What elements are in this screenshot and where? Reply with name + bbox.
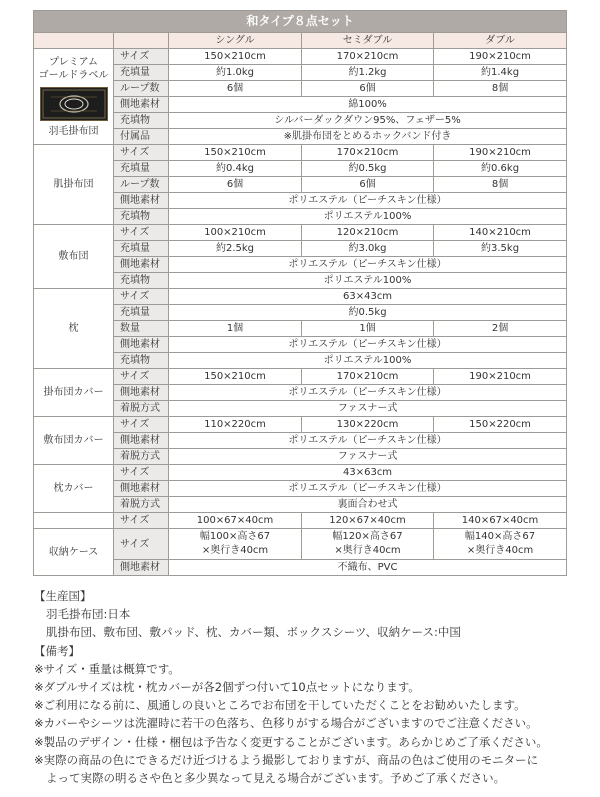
table-row xyxy=(34,161,567,177)
storage-size-line: 幅120×高さ67 xyxy=(332,531,403,542)
attr-label: 充填物 xyxy=(114,113,169,129)
remarks-heading: 【備考】 xyxy=(34,643,80,658)
cell-value: 綿100% xyxy=(169,97,567,113)
spec-table xyxy=(33,10,567,576)
cell-value: 190×210cm xyxy=(434,369,567,385)
attr-label: 側地素材 xyxy=(114,97,169,113)
cell-value: ポリエステル（ピーチスキン仕様） xyxy=(169,481,567,497)
attr-label: サイズ xyxy=(114,225,169,241)
cell-value: ポリエステル（ピーチスキン仕様） xyxy=(169,433,567,449)
category-blank xyxy=(34,513,114,529)
cell-value xyxy=(169,529,302,560)
category-storage-case: 収納ケース xyxy=(34,529,114,576)
category-mattress: 敷布団 xyxy=(34,225,114,289)
table-row xyxy=(34,145,567,161)
cell-value: ポリエステル（ピーチスキン仕様） xyxy=(169,257,567,273)
cell-value: 約2.5kg xyxy=(169,241,302,257)
remark-line: ※ダブルサイズは枕・枕カバーが各2個ずつ付いて10点セットになります。 xyxy=(34,680,420,695)
cell-value: 6個 xyxy=(302,81,434,97)
attr-label: ループ数 xyxy=(114,177,169,193)
table-row xyxy=(34,449,567,465)
attr-label: サイズ xyxy=(114,465,169,481)
attr-label: 着脱方式 xyxy=(114,401,169,417)
cell-value: 不織布、PVC xyxy=(169,560,567,576)
attr-label: 充填物 xyxy=(114,273,169,289)
table-row xyxy=(34,289,567,305)
category-label: ゴールドラベル xyxy=(38,69,109,81)
attr-label: 着脱方式 xyxy=(114,497,169,513)
cell-value: 130×220cm xyxy=(302,417,434,433)
cell-value: 約0.4kg xyxy=(169,161,302,177)
table-row xyxy=(34,97,567,113)
remark-line: ※サイズ・重量は概算です。 xyxy=(34,661,180,676)
table-row xyxy=(34,65,567,81)
table-row xyxy=(34,257,567,273)
table-row xyxy=(34,560,567,576)
cell-value: 2個 xyxy=(434,321,567,337)
table-row xyxy=(34,529,567,560)
cell-value: 約1.4kg xyxy=(434,65,567,81)
storage-size-line: ×奥行き40cm xyxy=(334,545,401,556)
attr-label: サイズ xyxy=(114,369,169,385)
attr-label: 側地素材 xyxy=(114,337,169,353)
cell-value: 8個 xyxy=(434,81,567,97)
cell-value xyxy=(434,529,567,560)
header-double: ダブル xyxy=(434,33,567,49)
storage-size-line: ×奥行き40cm xyxy=(466,545,534,556)
table-row xyxy=(34,321,567,337)
table-row xyxy=(34,113,567,129)
table-row xyxy=(34,513,567,529)
table-title-row xyxy=(34,11,567,33)
remark-line: ※製品のデザイン・仕様・梱包は予告なく変更することがございます。あらかじめご了承ください。 xyxy=(34,734,548,749)
table-row xyxy=(34,385,567,401)
table-row xyxy=(34,209,567,225)
table-row xyxy=(34,401,567,417)
attr-label: 側地素材 xyxy=(114,481,169,497)
cell-value: ポリエステル100% xyxy=(169,209,567,225)
attr-label: 充填量 xyxy=(114,161,169,177)
cell-value: 120×210cm xyxy=(302,225,434,241)
cell-value: 110×220cm xyxy=(169,417,302,433)
table-row xyxy=(34,305,567,321)
cell-value: 1個 xyxy=(302,321,434,337)
attr-label: 着脱方式 xyxy=(114,449,169,465)
table-row xyxy=(34,433,567,449)
storage-size-line: 幅140×高さ67 xyxy=(464,531,536,542)
cell-value: 170×210cm xyxy=(302,369,434,385)
table-row xyxy=(34,417,567,433)
table-row xyxy=(34,465,567,481)
table-row xyxy=(34,337,567,353)
cell-value: 43×63cm xyxy=(169,465,567,481)
attr-label: 充填量 xyxy=(114,241,169,257)
storage-size-line: 幅100×高さ67 xyxy=(199,531,271,542)
cell-value: 100×67×40cm xyxy=(169,513,302,529)
category-mattress-cover: 敷布団カバー xyxy=(34,417,114,465)
cell-value: 約1.2kg xyxy=(302,65,434,81)
attr-label: 充填量 xyxy=(114,65,169,81)
cell-value: 150×210cm xyxy=(169,49,302,65)
cell-value: 140×210cm xyxy=(434,225,567,241)
attr-label: 充填物 xyxy=(114,353,169,369)
attr-label: サイズ xyxy=(114,49,169,65)
cell-value: 6個 xyxy=(169,177,302,193)
attr-label: 側地素材 xyxy=(114,560,169,576)
table-row xyxy=(34,129,567,145)
cell-value: ポリエステル100% xyxy=(169,273,567,289)
cell-value: 150×210cm xyxy=(169,145,302,161)
cell-value: 6個 xyxy=(302,177,434,193)
table-title: 和タイプ８点セット xyxy=(34,11,567,33)
cell-value xyxy=(302,529,434,560)
attr-label: サイズ xyxy=(114,145,169,161)
attr-label: 付属品 xyxy=(114,129,169,145)
cell-value: 裏面合わせ式 xyxy=(169,497,567,513)
origin-line: 肌掛布団、敷布団、敷パッド、枕、カバー類、ボックスシーツ、収納ケース:中国 xyxy=(46,625,461,640)
cell-value: 190×210cm xyxy=(434,49,567,65)
table-row xyxy=(34,353,567,369)
cell-value: ファスナー式 xyxy=(169,449,567,465)
remark-line: ※カバーやシーツは洗濯時に若干の色落ち、色移りがする場合がございますのでご注意ください。 xyxy=(34,716,538,731)
table-row xyxy=(34,193,567,209)
header-semi-double: セミダブル xyxy=(302,33,434,49)
category-duvet-cover: 掛布団カバー xyxy=(34,369,114,417)
attr-label: 側地素材 xyxy=(114,193,169,209)
cell-value: 約0.6kg xyxy=(434,161,567,177)
table-row xyxy=(34,177,567,193)
cell-value: 150×220cm xyxy=(434,417,567,433)
table-row xyxy=(34,225,567,241)
attr-label: 側地素材 xyxy=(114,433,169,449)
table-row xyxy=(34,481,567,497)
attr-label: 数量 xyxy=(114,321,169,337)
attr-label: 充填量 xyxy=(114,305,169,321)
notes-section xyxy=(34,587,574,787)
attr-label: ループ数 xyxy=(114,81,169,97)
cell-value: 1個 xyxy=(169,321,302,337)
cell-value: ポリエステル（ピーチスキン仕様） xyxy=(169,337,567,353)
category-name: 羽毛掛布団 xyxy=(48,125,99,137)
remark-line: ※ご利用になる前に、風通しの良いところでお布団を干していただくことをお勧めいたします。 xyxy=(34,698,526,713)
category-light-duvet: 肌掛布団 xyxy=(34,145,114,225)
cell-value: 150×210cm xyxy=(169,369,302,385)
cell-value: ポリエステル（ピーチスキン仕様） xyxy=(169,385,567,401)
origin-heading: 【生産国】 xyxy=(34,589,92,603)
cell-value: 100×210cm xyxy=(169,225,302,241)
cell-value: 6個 xyxy=(169,81,302,97)
gold-label-logo-icon xyxy=(40,87,108,121)
cell-value: 120×67×40cm xyxy=(302,513,434,529)
header-blank xyxy=(34,33,114,49)
cell-value: 190×210cm xyxy=(434,145,567,161)
cell-value: シルバーダックダウン95%、フェザー5% xyxy=(169,113,567,129)
cell-value: 63×43cm xyxy=(169,289,567,305)
cell-value: 約0.5kg xyxy=(302,161,434,177)
attr-label: 側地素材 xyxy=(114,385,169,401)
size-header-row xyxy=(34,33,567,49)
category-pillow: 枕 xyxy=(34,289,114,369)
cell-value: 約3.0kg xyxy=(302,241,434,257)
remark-line: ※実際の商品の色にできるだけ近づけるよう撮影しておりますが、商品の色はご使用のモニターに xyxy=(34,752,539,767)
header-blank xyxy=(114,33,169,49)
cell-value: ファスナー式 xyxy=(169,401,567,417)
remark-line: よって実際の明るさや色と多少異なって見える場合がございます。予めご了承ください。 xyxy=(46,771,506,786)
header-single: シングル xyxy=(169,33,302,49)
table-row xyxy=(34,49,567,65)
storage-size-line: ×奥行き40cm xyxy=(201,545,269,556)
cell-value: ポリエステル100% xyxy=(169,353,567,369)
table-row xyxy=(34,497,567,513)
attr-label: サイズ xyxy=(114,417,169,433)
table-row xyxy=(34,273,567,289)
category-pillow-cover: 枕カバー xyxy=(34,465,114,513)
origin-line: 羽毛掛布団:日本 xyxy=(46,607,131,622)
cell-value: ※肌掛布団をとめるホックバンド付き xyxy=(169,129,567,145)
attr-label: 充填物 xyxy=(114,209,169,225)
cell-value: 140×67×40cm xyxy=(434,513,567,529)
cell-value: 170×210cm xyxy=(302,49,434,65)
attr-label: サイズ xyxy=(114,289,169,305)
category-label: プレミアム xyxy=(49,56,98,68)
table-row xyxy=(34,369,567,385)
attr-label: 側地素材 xyxy=(114,257,169,273)
cell-value: 8個 xyxy=(434,177,567,193)
table-row xyxy=(34,81,567,97)
cell-value: ポリエステル（ピーチスキン仕様） xyxy=(169,193,567,209)
category-feather-duvet xyxy=(34,49,114,145)
cell-value: 約3.5kg xyxy=(434,241,567,257)
cell-value: 約0.5kg xyxy=(169,305,567,321)
attr-label: サイズ xyxy=(114,513,169,529)
table-row xyxy=(34,241,567,257)
cell-value: 170×210cm xyxy=(302,145,434,161)
attr-label: サイズ xyxy=(114,529,169,560)
cell-value: 約1.0kg xyxy=(169,65,302,81)
